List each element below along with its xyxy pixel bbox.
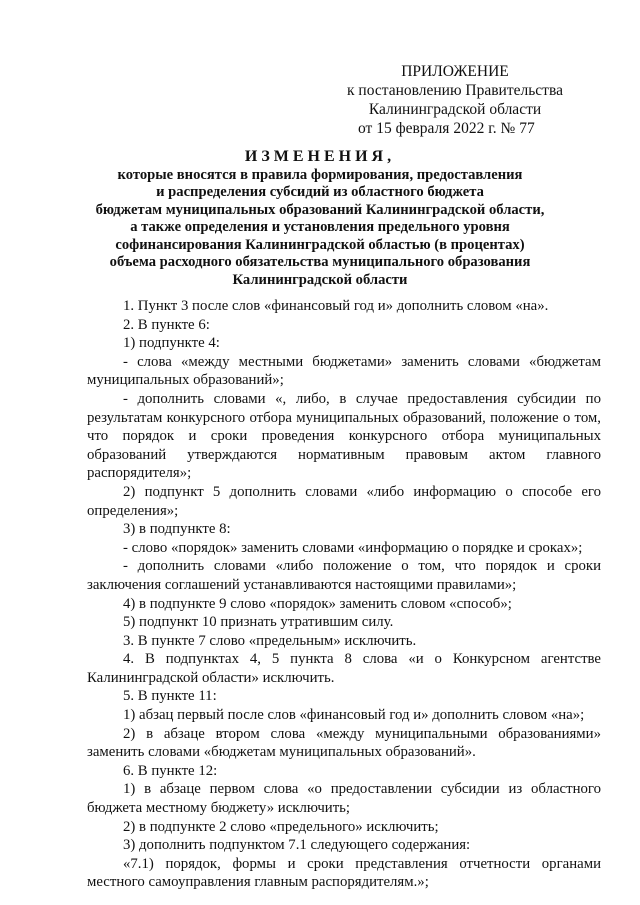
subtitle-line: которые вносятся в правила формирования, предоставления (117, 166, 523, 183)
subtitle-line: и распределения субсидий из областного бюджета (156, 184, 484, 200)
paragraph: - слова «между местными бюджетами» заменить словами «бюджетам муниципальных образований»; (87, 353, 601, 389)
paragraph: 4. В подпунктах 4, 5 пункта 8 слова «и о Конкурсном агентстве Калининградской области» исключить. (87, 651, 601, 686)
appendix-line: Калининградской области (368, 101, 542, 118)
paragraph: 5. В пункте 11: (123, 688, 217, 705)
paragraph: 2) в подпункте 2 слово «предельного» исключить; (123, 818, 439, 835)
paragraph: 3) дополнить подпунктом 7.1 следующего содержания: (123, 837, 471, 854)
paragraph: 3) в подпункте 8: (123, 521, 231, 538)
paragraph: 5) подпункт 10 признать утратившим силу. (123, 614, 394, 631)
document-header (70, 148, 570, 289)
paragraph: 1. Пункт 3 после слов «финансовый год и» дополнить словом «на». (123, 298, 549, 314)
paragraph: - слово «порядок» заменить словами «информацию о порядке и сроках»; (123, 539, 583, 556)
paragraph: 6. В пункте 12: (123, 762, 218, 779)
appendix-line: к постановлению Правительства (347, 82, 563, 99)
document-body (87, 297, 601, 892)
subtitle-line: Калининградской области (232, 271, 408, 288)
subtitle-line: бюджетам муниципальных образований Калининградской области, (95, 201, 545, 218)
paragraph: 4) в подпункте 9 слово «порядок» заменить словом «способ»; (123, 595, 512, 612)
paragraph: - дополнить словами «, либо, в случае предоставления субсидии по результатам конкурсного отбора муниципальных образований, положение о том, что порядок и сроки проведения конкурсного отбора муниципальных образований утверждаются нормативным правовым актом главного распорядителя»; (87, 390, 601, 482)
paragraph: 2. В пункте 6: (123, 316, 210, 333)
paragraph: 2) подпункт 5 дополнить словами «либо информацию о способе его определения»; (87, 483, 601, 519)
subtitle-line: софинансирования Калининградской областью (в процентах) (115, 236, 525, 253)
subtitle-line: объема расходного обязательства муниципального образования (109, 254, 531, 270)
appendix-title: ПРИЛОЖЕНИЕ (401, 63, 509, 80)
paragraph: 3. В пункте 7 слово «предельным» исключить. (123, 632, 417, 649)
paragraph: 1) абзац первый после слов «финансовый год и» дополнить словом «на»; (123, 707, 585, 724)
paragraph: «7.1) порядок, формы и сроки представления отчетности органами местного самоуправления главным распорядителям.»; (87, 855, 601, 891)
paragraph: 1) подпункте 4: (123, 335, 220, 352)
paragraph: - дополнить словами «либо положение о том, что порядок и сроки заключения соглашений устанавливаются настоящими правилами»; (87, 558, 601, 593)
document-title: ИЗМЕНЕНИЯ, (244, 148, 396, 165)
paragraph: 1) в абзаце первом слова «о предоставлении субсидии из областного бюджета местному бюджету» исключить; (87, 781, 601, 817)
paragraph: 2) в абзаце втором слова «между муниципальными образованиями» заменить словами «бюджетам муниципальных образований». (87, 725, 601, 761)
appendix-block (330, 62, 580, 138)
subtitle-line: а также определения и установления предельного уровня (130, 219, 510, 235)
appendix-date: от 15 февраля 2022 г. № 77 (358, 120, 535, 137)
